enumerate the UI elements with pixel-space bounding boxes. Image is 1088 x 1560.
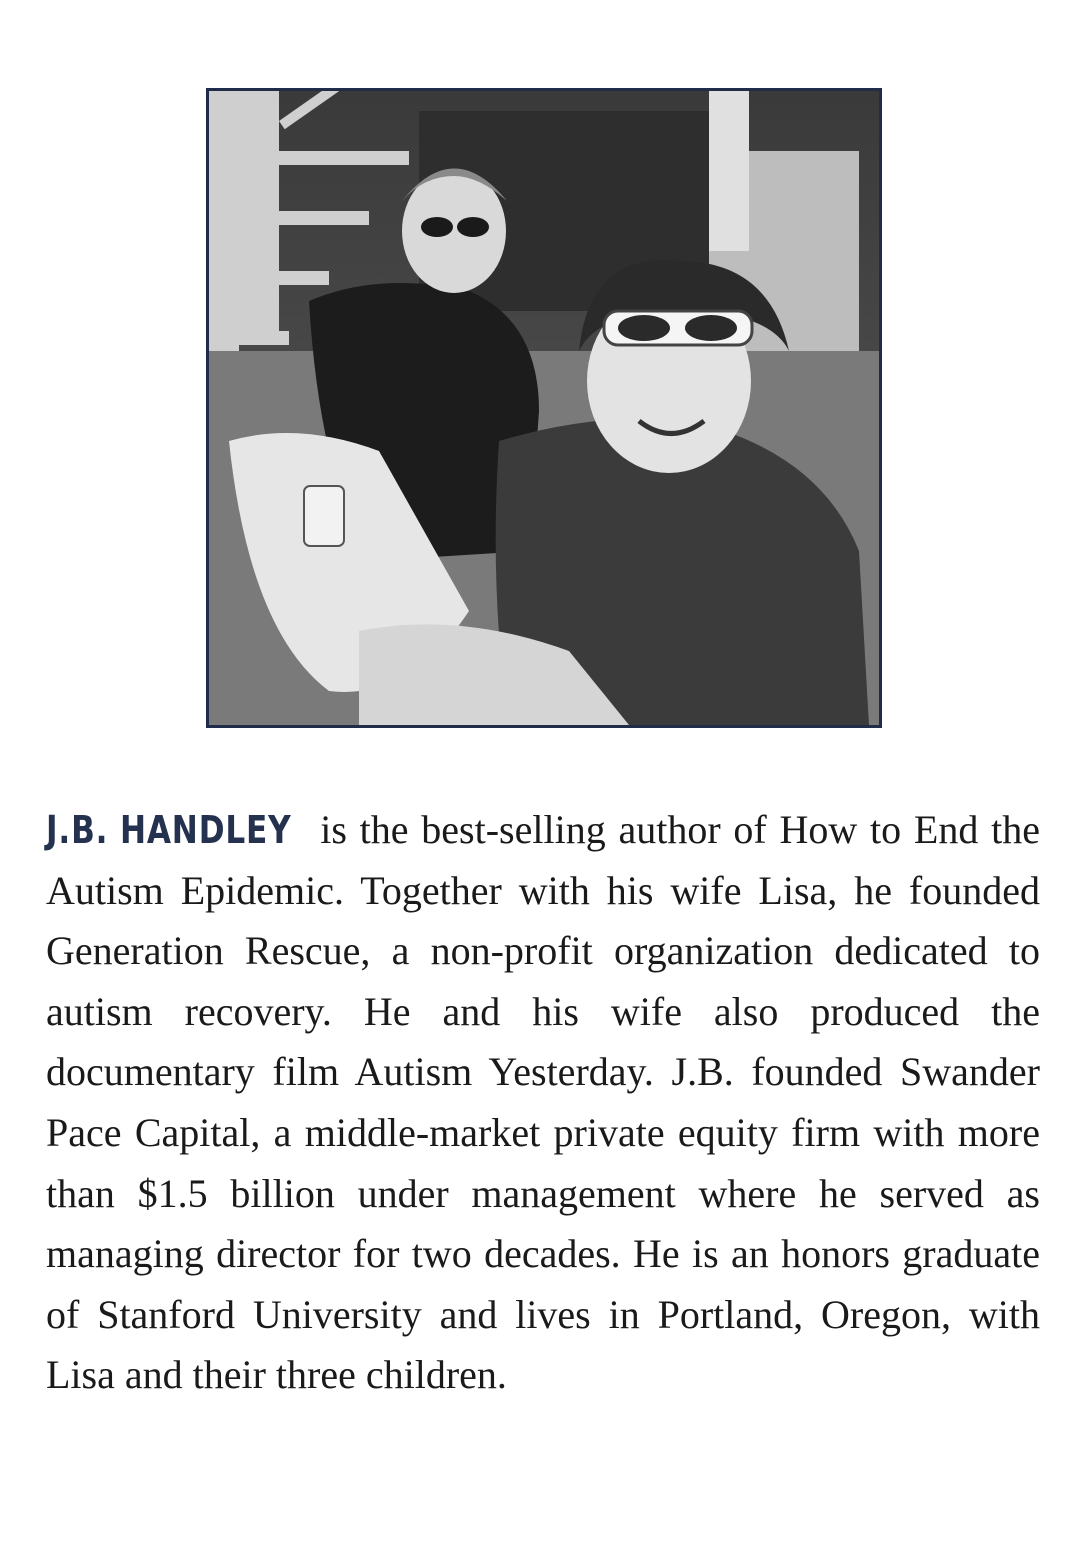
bio-text: is the best-selling author of How to End the Autism Epidemic. Together with his wife Lisa, he founded Generation Rescue, a non-profit organization dedicated to autism recovery. He and his wife also produced the documentary film Autism Yesterday. J.B. founded Swander Pace Capital, a middle-market private equity firm with more than $1.5 billion under management where he served as managing director for two decades. He is an honors graduate of Stanford University and lives in Portland, Oregon, with Lisa and their three children.	[46, 807, 1040, 1398]
author-bio	[46, 800, 1040, 1406]
author-photo-illustration	[209, 91, 879, 725]
author-photo	[206, 88, 882, 728]
author-name: J.B. HANDLEY	[46, 808, 292, 852]
